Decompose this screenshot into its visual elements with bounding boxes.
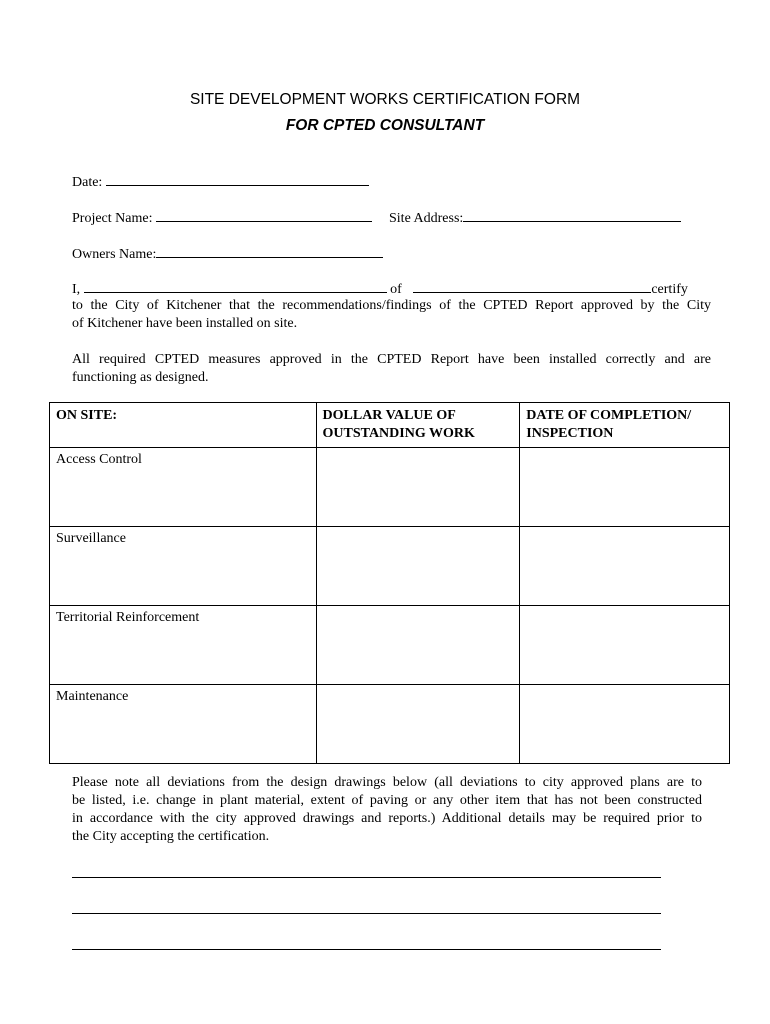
owners-name-row (72, 244, 383, 263)
row-label: Access Control (50, 448, 317, 527)
site-address-field[interactable] (463, 208, 681, 222)
of-label: of (390, 282, 402, 297)
note-line-4: the City accepting the certification. (72, 829, 270, 844)
dollar-value-cell[interactable] (316, 606, 520, 685)
project-row (72, 208, 372, 227)
table-row (50, 527, 730, 606)
project-name-field[interactable] (156, 208, 372, 222)
note-line-3: in accordance with the city approved drawings and reports.) Additional details may be required prior to (72, 811, 702, 826)
certify-row (72, 279, 688, 298)
dollar-value-cell[interactable] (316, 527, 520, 606)
completion-date-cell[interactable] (520, 606, 730, 685)
table-header-row (50, 403, 730, 448)
cpted-table (49, 402, 730, 764)
table-row (50, 448, 730, 527)
header-dollar-value (316, 403, 520, 448)
table-row (50, 685, 730, 764)
deviations-note (72, 774, 702, 846)
certification-text (72, 297, 711, 333)
owners-name-label: Owners Name: (72, 247, 157, 262)
date-field[interactable] (106, 172, 369, 186)
header-on-site-label: ON SITE: (56, 408, 118, 423)
row-label: Surveillance (50, 527, 317, 606)
header-on-site (50, 403, 317, 448)
statement-line-2: functioning as designed. (72, 370, 209, 385)
header-date-completion (520, 403, 730, 448)
row-label: Territorial Reinforcement (50, 606, 317, 685)
project-name-label: Project Name: (72, 211, 153, 226)
header-date-completion-line-1: DATE OF COMPLETION/ (526, 408, 692, 423)
statement-text (72, 351, 711, 387)
header-dollar-value-line-1: DOLLAR VALUE OF (322, 408, 456, 423)
header-dollar-value-line-2: OUTSTANDING WORK (322, 426, 475, 441)
dollar-value-cell[interactable] (316, 448, 520, 527)
site-address-row (389, 208, 681, 227)
completion-date-cell[interactable] (520, 448, 730, 527)
certification-line-1: to the City of Kitchener that the recommendations/findings of the CPTED Report approved by the City (72, 298, 711, 313)
table-row (50, 606, 730, 685)
date-label: Date: (72, 175, 103, 190)
form-title: SITE DEVELOPMENT WORKS CERTIFICATION FORM (189, 91, 581, 108)
certifier-name-field[interactable] (84, 279, 387, 293)
date-row (72, 172, 369, 191)
deviation-line-1[interactable] (72, 877, 661, 878)
owners-name-field[interactable] (156, 244, 383, 258)
note-line-1: Please note all deviations from the design drawings below (all deviations to city approved plans are to (72, 775, 702, 790)
deviation-line-2[interactable] (72, 913, 661, 914)
note-line-2: be listed, i.e. change in plant material, extent of paving or any other item that has not been constructed (72, 793, 702, 808)
certification-line-2: of Kitchener have been installed on site. (72, 316, 298, 331)
site-address-label: Site Address: (389, 211, 464, 226)
completion-date-cell[interactable] (520, 685, 730, 764)
row-label: Maintenance (50, 685, 317, 764)
deviation-line-3[interactable] (72, 949, 661, 950)
dollar-value-cell[interactable] (316, 685, 520, 764)
certify-label: certify (651, 282, 688, 297)
i-label: I, (72, 282, 81, 297)
form-subtitle: FOR CPTED CONSULTANT (285, 117, 485, 134)
header-date-completion-line-2: INSPECTION (526, 426, 614, 441)
completion-date-cell[interactable] (520, 527, 730, 606)
certifier-company-field[interactable] (413, 279, 651, 293)
statement-line-1: All required CPTED measures approved in the CPTED Report have been installed correctly and are (72, 352, 711, 367)
